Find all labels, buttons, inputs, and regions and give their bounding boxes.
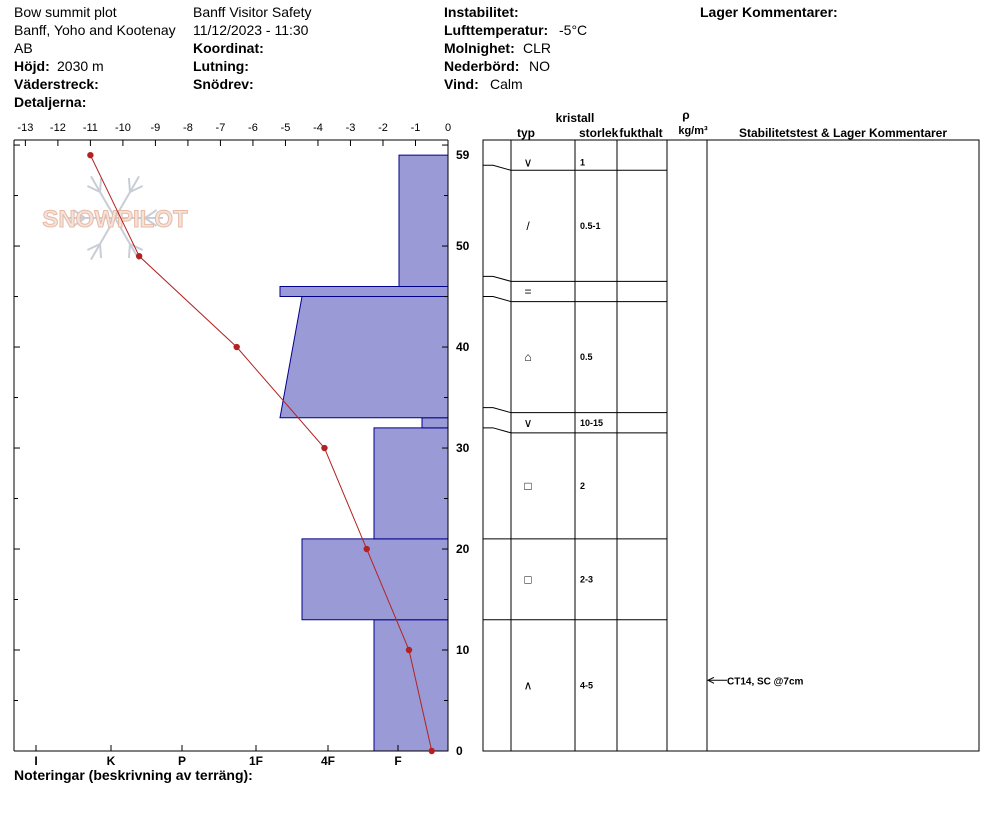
layer-size-value: 10-15 [580,417,604,428]
temperature-point [364,546,370,552]
snowflake-branch [100,244,101,258]
coordinate-label: Koordinat: [193,40,264,56]
hardness-layer-bar [422,418,448,428]
hardness-tick-label: F [394,754,402,768]
layer-size-value: 0.5-1 [580,220,601,231]
layer-connector-line [483,297,511,302]
temp-tick-label: -8 [183,122,193,134]
height-tick-label: 10 [456,643,470,658]
col-size-header: storlek [579,126,619,140]
height-tick-label: 20 [456,542,470,557]
layer-connector-line [483,428,511,433]
height-tick-label: 59 [456,148,470,163]
sky-label: Molnighet: [444,40,515,56]
layer-comments-label: Lager Kommentarer: [700,4,838,20]
layer-connector-line [483,165,511,170]
temp-tick-label: -11 [82,122,98,134]
hardness-tick-label: 1F [248,754,264,768]
layer-size-value: 2-3 [580,574,594,585]
layer-type-symbol: ∨ [523,155,533,170]
aspect-label: Väderstreck: [14,76,99,92]
notes-label: Noteringar (beskrivning av terräng): [14,767,253,783]
hardness-layer-bar [280,297,448,418]
col-density-header: kg/m³ [678,125,708,137]
precip-label: Nederbörd: [444,58,520,74]
wind-label: Vind: [444,76,479,92]
elevation-label: Höjd: [14,58,50,74]
col-rho-header: ρ [682,108,690,122]
region-name: Banff, Yoho and Kootenay [14,22,176,38]
temp-tick-label: -6 [248,122,258,134]
height-tick-label: 0 [456,744,463,758]
height-tick-label: 30 [456,441,470,456]
col-crystal-header: kristall [555,111,595,125]
airtemp-value: -5°C [559,22,588,38]
temp-tick-label: -2 [378,122,388,134]
layer-size-value: 2 [580,480,586,491]
stability-test-label: CT14, SC @7cm [727,676,804,688]
hardness-layer-bar [374,620,448,751]
hardness-tick-label: P [177,754,187,768]
instability-label: Instabilitet: [444,4,519,20]
temperature-point [233,344,239,350]
temp-tick-label: -3 [345,122,356,134]
pit-title: Bow summit plot [14,4,117,20]
layer-size-value: 1 [580,157,586,168]
hardness-layer-bar [280,286,448,296]
layer-type-symbol: ⌂ [524,350,532,365]
hardness-layer-bar [302,539,448,620]
layer-size-value: 0.5 [580,352,593,363]
layer-table-frame [483,140,979,751]
temp-tick-label: -1 [410,122,421,134]
temperature-point [87,152,93,158]
col-type-header: typ [517,126,535,140]
layer-connector-line [483,408,511,413]
temp-tick-label: -4 [313,122,323,134]
height-tick-label: 40 [456,340,470,355]
temp-tick-label: -7 [215,122,226,134]
temp-tick-label: 0 [444,122,452,134]
temperature-point [406,647,412,653]
observation-datetime: 11/12/2023 - 11:30 [193,22,309,38]
temp-tick-label: -10 [114,122,131,134]
slope-label: Lutning: [193,58,249,74]
temp-tick-label: -5 [280,122,291,134]
snowpilot-logo [42,176,188,259]
layer-connector-line [483,276,511,281]
temp-tick-label: -12 [49,122,66,134]
observer-name: Banff Visitor Safety [193,4,312,20]
watermark-text: SNOWPILOT [42,206,188,233]
wind-value: Calm [490,76,523,92]
layer-size-value: 4-5 [580,680,594,691]
layer-type-symbol: □ [524,572,532,587]
layer-type-symbol: / [526,218,530,233]
hardness-tick-label: K [106,754,116,768]
snowflake-branch [129,178,130,192]
temp-tick-label: -9 [150,122,161,134]
col-moisture-header: fukthalt [619,126,663,140]
layer-type-symbol: ∧ [523,678,533,693]
temperature-point [136,253,142,259]
hardness-layer-bar [399,155,448,286]
height-tick-label: 50 [456,239,470,254]
temperature-point [321,445,327,451]
layer-type-symbol: = [524,284,532,299]
snowflake-branch [129,244,130,258]
hardness-tick-label: 4F [320,754,336,768]
sky-value: CLR [523,40,552,56]
temperature-point [429,748,435,754]
elevation-value: 2030 m [57,58,104,74]
hardness-tick-label: I [34,754,38,768]
drift-label: Snödrev: [193,76,254,92]
details-label: Detaljerna: [14,94,87,110]
airtemp-label: Lufttemperatur: [444,22,549,38]
layer-type-symbol: □ [524,478,532,493]
col-stability-header: Stabilitetstest & Lager Kommentarer [738,126,948,140]
province-name: AB [14,40,33,56]
precip-value: NO [529,58,550,74]
hardness-layer-bar [374,428,448,539]
snowflake-branch [100,178,101,192]
layer-type-symbol: ∨ [523,415,533,430]
temp-tick-label: -13 [17,122,34,134]
